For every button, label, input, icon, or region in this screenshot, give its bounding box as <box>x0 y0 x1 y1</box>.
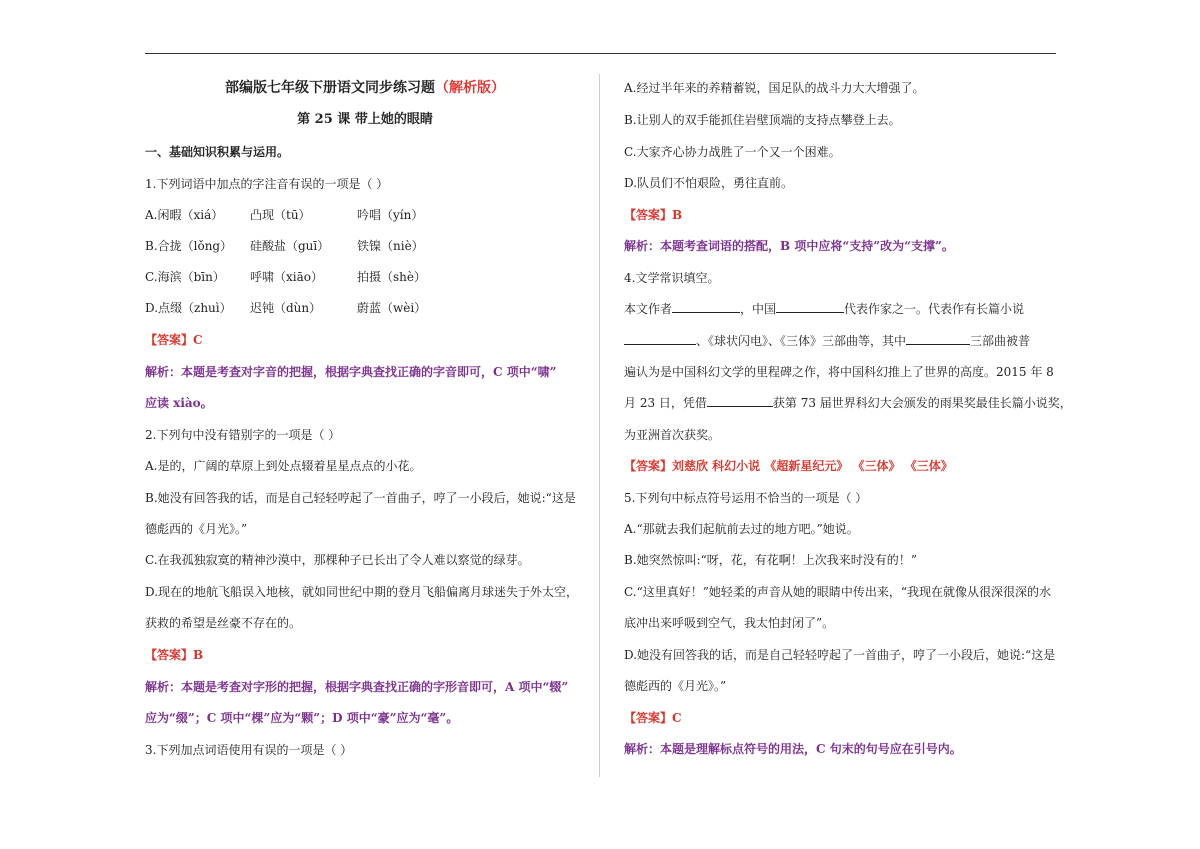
q4-l1-b: ，中国 <box>740 302 777 316</box>
q2-option-c: C.在我孤独寂寞的精神沙漠中，那棵种子已长出了令人难以察觉的绿芽。 <box>145 553 530 567</box>
q4-answer: 【答案】刘慈欣 科幻小说 《超新星纪元》 《三体》 《三体》 <box>624 459 953 473</box>
title-main: 部编版七年级下册语文同步练习题 <box>225 80 435 96</box>
q1-a-3: 吟唱（yín） <box>357 208 424 222</box>
q4-l1-a: 本文作者 <box>624 302 673 316</box>
q4-l2-b: 三部曲被普 <box>970 334 1031 348</box>
section-heading: 一、基础知识积累与运用。 <box>145 145 290 159</box>
q1-d-1: D.点缀（zhuì） <box>145 301 232 315</box>
q1-a-1: A.闲暇（xiá） <box>145 208 224 222</box>
q4-stem: 4.文学常识填空。 <box>624 271 720 285</box>
lesson-title: 第 25 课 带上她的眼睛 <box>297 112 433 127</box>
q1-b-1: B.合拢（lǒng） <box>145 239 233 253</box>
q3-option-d: D.队员们不怕艰险，勇往直前。 <box>624 176 794 190</box>
q1-option-a <box>145 207 423 223</box>
q1-b-3: 铁镍（niè） <box>357 239 424 253</box>
q4-line3: 遍认为是中国科幻文学的里程碑之作，将中国科幻推上了世界的高度。2015 年 8 <box>624 365 1054 379</box>
q1-option-d <box>145 300 426 316</box>
q4-blank-work[interactable] <box>707 395 773 407</box>
q3-stem: 3.下列加点词语使用有误的一项是（ ） <box>145 743 353 757</box>
q2-option-b-line1: B.她没有回答我的话，而是自己轻轻哼起了一首曲子，哼了一小段后，她说:“这是 <box>145 491 576 505</box>
q2-option-d-line1: D.现在的地航飞船误入地核，就如同世纪中期的登月飞船偏离月球迷失于外太空， <box>145 585 579 599</box>
q4-l2-a: 、《球状闪电》、《三体》三部曲等，其中 <box>696 334 907 348</box>
title-accent: （解析版） <box>435 80 505 96</box>
q5-option-d-line1: D.她没有回答我的话，而是自己轻轻哼起了一首曲子，哼了一小段后，她说:“这是 <box>624 648 1056 662</box>
q1-analysis-line2: 应读 xiào。 <box>145 396 213 410</box>
q5-stem: 5.下列句中标点符号运用不恰当的一项是（ ） <box>624 491 868 505</box>
q3-option-b: B.让别人的双手能抓住岩壁顶端的支持点攀登上去。 <box>624 113 901 127</box>
q4-blank-trilogy[interactable] <box>906 333 970 345</box>
q2-answer: 【答案】B <box>145 648 204 662</box>
q4-l4-a: 月 23 日，凭借 <box>624 396 707 410</box>
q4-line1 <box>624 301 1024 317</box>
q2-option-b-line2: 德彪西的《月光》。” <box>145 522 248 536</box>
q2-analysis-line1: 解析：本题是考查对字形的把握，根据字典查找正确的字形音即可，A 项中“辍” <box>145 680 569 694</box>
q2-option-a: A.是的，广阔的草原上到处点辍着星星点点的小花。 <box>145 459 422 473</box>
q1-answer: 【答案】C <box>145 333 203 347</box>
q1-d-3: 蔚蓝（wèi） <box>357 301 427 315</box>
q5-option-d-line2: 德彪西的《月光》。” <box>624 679 727 693</box>
q3-answer: 【答案】B <box>624 208 683 222</box>
q5-analysis: 解析：本题是理解标点符号的用法，C 句末的句号应在引号内。 <box>624 742 962 756</box>
q3-option-c: C.大家齐心协力战胜了一个又一个困难。 <box>624 145 841 159</box>
document-title <box>145 80 585 96</box>
q1-option-b <box>145 238 424 254</box>
q2-analysis-line2: 应为“缀”；C 项中“棵”应为“颗”；D 项中“豪”应为“毫”。 <box>145 711 459 725</box>
q5-option-c-line2: 底冲出来呼吸到空气，我太怕封闭了”。 <box>624 616 835 630</box>
q1-stem: 1.下列词语中加点的字注音有误的一项是（ ） <box>145 177 389 191</box>
q5-option-a: A.“那就去我们起航前去过的地方吧。”她说。 <box>624 522 859 536</box>
q4-line2 <box>624 333 1030 349</box>
q3-option-a: A.经过半年来的养精蓄锐，国足队的战斗力大大增强了。 <box>624 81 925 95</box>
q5-answer: 【答案】C <box>624 711 682 725</box>
q1-b-2: 硅酸盐（guī） <box>250 239 330 253</box>
q4-line4 <box>624 395 1072 411</box>
q1-c-1: C.海滨（bīn） <box>145 270 225 284</box>
q5-option-c-line1: C.“这里真好！”她轻柔的声音从她的眼睛中传出来，“我现在就像从很深很深的水 <box>624 585 1051 599</box>
q5-option-b: B.她突然惊叫:“呀，花，有花啊！上次我来时没有的！” <box>624 553 917 567</box>
q1-a-2: 凸现（tū） <box>250 208 311 222</box>
q1-option-c <box>145 269 426 285</box>
q4-l1-c: 代表作家之一。代表作有长篇小说 <box>844 302 1025 316</box>
q3-analysis: 解析：本题考查词语的搭配，B 项中应将“支持”改为“支撑”。 <box>624 239 954 253</box>
q1-analysis-line1: 解析：本题是考查对字音的把握，根据字典查找正确的字音即可，C 项中“啸” <box>145 365 557 379</box>
q4-blank-novel[interactable] <box>624 333 696 345</box>
q4-blank-author[interactable] <box>672 301 740 313</box>
q1-c-3: 拍摄（shè） <box>357 270 426 284</box>
q2-option-d-line2: 获救的希望是丝豪不存在的。 <box>145 616 302 630</box>
q4-blank-genre[interactable] <box>776 301 844 313</box>
header-rule <box>145 53 1056 54</box>
q4-l4-b: 获第 73 届世界科幻大会颁发的雨果奖最佳长篇小说奖， <box>772 396 1072 410</box>
q2-stem: 2.下列句中没有错别字的一项是（ ） <box>145 428 341 442</box>
q1-c-2: 呼啸（xiāo） <box>250 270 323 284</box>
q4-line5: 为亚洲首次获奖。 <box>624 428 721 442</box>
column-divider <box>599 74 600 777</box>
q1-d-2: 迟钝（dùn） <box>250 301 322 315</box>
